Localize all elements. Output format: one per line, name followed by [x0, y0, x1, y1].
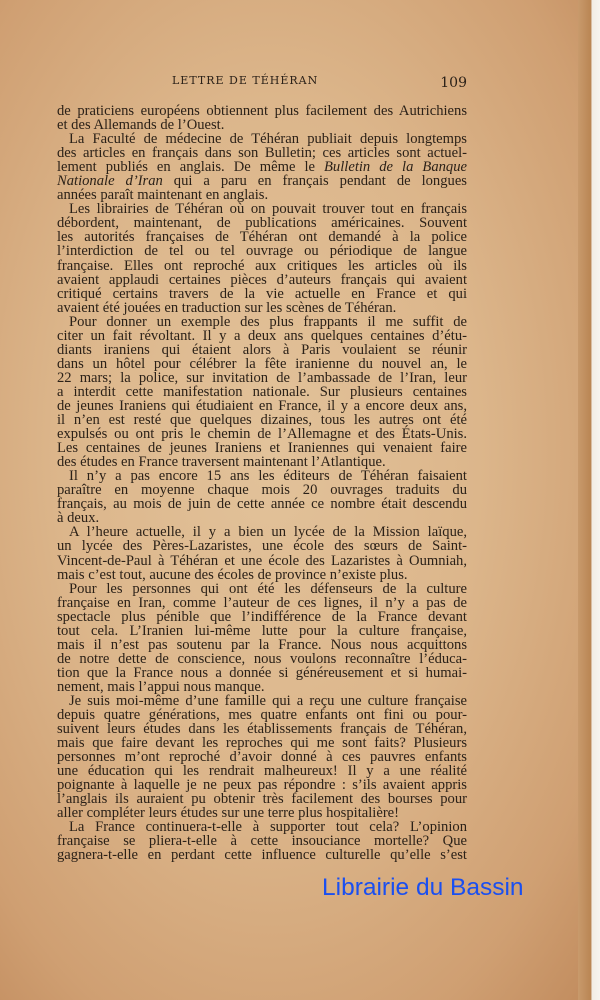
line-text: Pour les personnes qui ont été les défenseurs de la culture	[69, 580, 467, 597]
text-line	[57, 708, 467, 722]
line-text: de praticiens européens obtiennent plus facilement des Autrichiens	[57, 103, 467, 119]
line-text: à deux.	[57, 510, 100, 527]
text-line	[57, 792, 467, 806]
text-line	[57, 188, 467, 202]
line-text: spectacle plus pénible que l’indifférence de la France devant	[57, 608, 467, 625]
line-text: mais il n’est pas soutenu par la France. Nous nous acquittons	[57, 636, 467, 653]
line-text: l’anglais ils auraient pu obtenir très facilement des bourses pour	[57, 791, 467, 808]
text-line	[57, 568, 467, 582]
text-line	[57, 244, 467, 258]
text-line	[57, 132, 467, 146]
page-edge	[578, 0, 600, 1000]
text-line	[57, 596, 467, 610]
text-line	[57, 104, 467, 118]
line-text: avaient applaudi certaines pièces d’auteurs français qui avaient	[57, 271, 467, 288]
text-line	[57, 511, 467, 525]
line-text: Les centaines de jeunes Iraniens et Iraniennes qui venaient faire	[57, 440, 467, 457]
line-text: des articles en français dans son Bulletin; ces articles sont actuel-	[57, 145, 467, 162]
line-text: Il n’y a pas encore 15 ans les éditeurs de Téhéran faisaient	[69, 468, 467, 485]
text-line	[57, 371, 467, 385]
text-line	[57, 806, 467, 820]
line-text: a interdit cette manifestation nationale. Sur plusieurs centaines	[57, 383, 467, 400]
text-line	[57, 848, 467, 862]
line-text: française. Elles ont reproché aux critiques les articles où ils	[57, 257, 467, 274]
line-text: Vincent-de-Paul à Téhéran et une école des Lazaristes à Oumniah,	[57, 552, 467, 569]
text-line	[57, 441, 467, 455]
line-text: aller compléter leurs études sur une terre plus hospitalière!	[57, 805, 400, 822]
line-text: dans un hôtel pour célébrer la fête iranienne du nouvel an, le	[57, 355, 467, 372]
line-text: 22 mars; la police, sur invitation de l’ambassade de l’Iran, leur	[57, 369, 467, 386]
watermark: Librairie du Bassin	[322, 874, 524, 901]
line-text: mais que faire devant les reproches qui me sont faits? Plusieurs	[57, 735, 467, 752]
line-text: gagnera-t-elle en perdant cette influence culturelle qu’elle s’est	[57, 847, 467, 864]
text-line	[57, 259, 467, 273]
text-line	[57, 455, 467, 469]
line-text: suivent leurs études dans les établissements français de Téhéran,	[57, 721, 467, 738]
text-line	[57, 174, 467, 188]
text-line	[57, 666, 467, 680]
line-text: française en Iran, comme l’auteur de ces lignes, il n’y a pas de	[57, 594, 467, 611]
text-line	[57, 301, 467, 315]
line-text: avaient été jouées en traduction sur les scènes de Téhéran.	[57, 299, 397, 316]
line-text: Pour donner un exemple des plus frappants il me suffit de	[69, 313, 467, 330]
text-line	[57, 413, 467, 427]
line-text: de jeunes Iraniens qui étudiaient en France, il y a encore deux ans,	[57, 397, 467, 414]
text-line	[57, 638, 467, 652]
line-text: qui a paru en français pendant de longues	[162, 173, 467, 190]
line-text: paraître en moyenne chaque mois 20 ouvrages traduits du	[57, 482, 467, 499]
text-line	[57, 652, 467, 666]
text-line	[57, 778, 467, 792]
text-line	[57, 160, 467, 174]
text-line	[57, 624, 467, 638]
text-line	[57, 343, 467, 357]
italic-title-text: Nationale d’Iran	[57, 173, 163, 190]
text-line	[57, 329, 467, 343]
line-text: La Faculté de médecine de Téhéran publiait depuis longtemps	[69, 131, 467, 148]
text-line	[57, 287, 467, 301]
text-line	[57, 554, 467, 568]
text-line	[57, 427, 467, 441]
text-line	[57, 483, 467, 497]
line-text: l’interdiction de tel ou tel ouvrage ou périodique de langue	[57, 243, 467, 260]
line-text: personnes m’ont reproché d’avoir donné à ces pauvres enfants	[57, 749, 467, 766]
text-line	[57, 764, 467, 778]
page-number: 109	[440, 75, 467, 91]
line-text: débordent, maintenant, de publications américaines. Souvent	[57, 215, 467, 232]
line-text: une éducation qui les rendrait malheureux! Il y a une réalité	[57, 763, 467, 780]
text-line	[57, 694, 467, 708]
text-line	[57, 539, 467, 553]
line-text: expulsés ou ont pris le chemin de l’Allemagne et des États-Unis.	[57, 426, 467, 443]
line-text: depuis quatre générations, mes quatre enfants ont fini ou pour-	[57, 707, 467, 724]
text-line	[57, 680, 467, 694]
text-line	[57, 497, 467, 511]
line-text: des études en France traversent maintenant l’Atlantique.	[57, 454, 386, 471]
italic-title-text: Bulletin de la Banque	[324, 159, 467, 176]
text-line	[57, 315, 467, 329]
text-line	[57, 202, 467, 216]
body-text	[57, 104, 467, 863]
line-text: français, au mois de juin de cette année ce nombre était descendu	[57, 496, 467, 513]
text-line	[57, 736, 467, 750]
text-line	[57, 750, 467, 764]
line-text: les autorités françaises de Téhéran ont demandé à la police	[57, 229, 467, 246]
line-text: un lycée des Pères-Lazaristes, une école des sœurs de Saint-	[57, 538, 467, 555]
text-line	[57, 469, 467, 483]
line-text: A l’heure actuelle, il y a bien un lycée de la Mission laïque,	[69, 524, 467, 541]
text-line	[57, 722, 467, 736]
line-text: mais c’est tout, aucune des écoles de province n’existe plus.	[57, 566, 408, 583]
text-line	[57, 385, 467, 399]
text-line	[57, 525, 467, 539]
line-text: française se pliera-t-elle à cette insouciance mortelle? Que	[57, 833, 467, 850]
running-title: LETTRE DE TÉHÉRAN	[172, 74, 319, 87]
line-text: années paraît maintenant en anglais.	[57, 187, 269, 204]
text-line	[57, 118, 467, 132]
line-text: Les librairies de Téhéran où on pouvait trouver tout en français	[69, 201, 467, 218]
text-line	[57, 273, 467, 287]
line-text: diants iraniens qui étaient alors à Paris voulaient se réunir	[57, 341, 467, 358]
line-text: citer un fait révoltant. Il y a deux ans quelques centaines d’étu-	[57, 327, 467, 344]
line-text: critiqué certains travers de la vie actuelle en France et qui	[57, 285, 467, 302]
line-text: La France continuera-t-elle à supporter tout cela? L’opinion	[69, 819, 467, 836]
line-text: et des Allemands de l’Ouest.	[57, 117, 225, 134]
text-line	[57, 216, 467, 230]
line-text: Je suis moi-même d’une famille qui a reçu une culture française	[69, 692, 467, 709]
line-text: lement publiés en anglais. De même le	[57, 159, 325, 176]
line-text: poignante à laquelle je ne peux pas répondre : s’ils avaient appris	[57, 777, 467, 794]
text-line	[57, 610, 467, 624]
text-line	[57, 357, 467, 371]
page-header	[57, 74, 467, 92]
text-line	[57, 230, 467, 244]
line-text: nement, mais l’appui nous manque.	[57, 678, 265, 695]
text-line	[57, 399, 467, 413]
text-line	[57, 820, 467, 834]
text-line	[57, 834, 467, 848]
line-text: tout cela. L’Iranien lui-même lutte pour la culture française,	[57, 622, 467, 639]
text-line	[57, 582, 467, 596]
line-text: tion que la France nous a donnée si généreusement et si humai-	[57, 664, 467, 681]
text-line	[57, 146, 467, 160]
line-text: de notre dette de conscience, nous voulons reconnaître l’éduca-	[57, 650, 467, 667]
line-text: il n’en est resté que quelques dizaines, tous les autres ont été	[57, 412, 467, 429]
